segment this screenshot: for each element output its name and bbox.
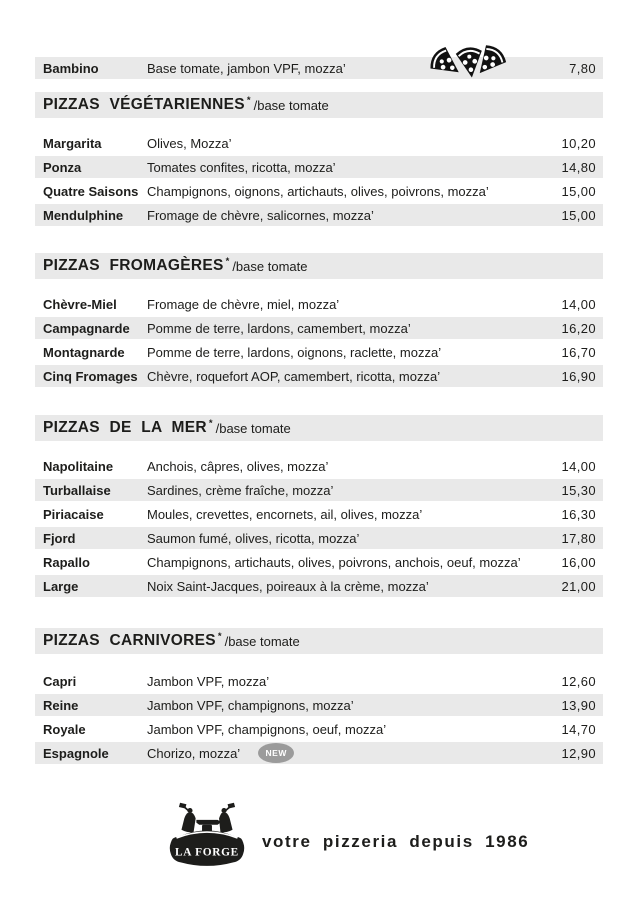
item-description: Jambon VPF, champignons, oeuf, mozza’ bbox=[147, 721, 387, 737]
item-name: Ponza bbox=[43, 159, 82, 175]
menu-item-row bbox=[35, 293, 603, 315]
item-price: 16,70 bbox=[561, 344, 596, 360]
logo-text: LA FORGE bbox=[175, 846, 239, 859]
item-name: Montagnarde bbox=[43, 344, 125, 360]
item-price: 16,00 bbox=[561, 554, 596, 570]
item-description: Fromage de chèvre, miel, mozza’ bbox=[147, 296, 340, 312]
item-description: Pomme de terre, lardons, camembert, mozza’ bbox=[147, 320, 411, 336]
item-price: 21,00 bbox=[561, 578, 596, 594]
item-description: Pomme de terre, lardons, oignons, raclette, mozza’ bbox=[147, 344, 442, 360]
menu-item-row bbox=[35, 575, 603, 597]
section-base-note: /base tomate bbox=[215, 420, 291, 436]
item-description: Jambon VPF, mozza’ bbox=[147, 673, 270, 689]
section-title: PIZZAS DE LA MER bbox=[43, 419, 207, 436]
item-price: 15,00 bbox=[561, 207, 596, 223]
menu-item-row bbox=[35, 156, 603, 178]
item-description-text: Chorizo, mozza’ bbox=[147, 745, 241, 761]
la-forge-logo bbox=[168, 800, 246, 868]
menu-item-row bbox=[35, 670, 603, 692]
item-price: 15,30 bbox=[561, 482, 596, 498]
item-price: 16,90 bbox=[561, 368, 596, 384]
section-header-vegetariennes bbox=[35, 92, 603, 118]
menu-item-row bbox=[35, 479, 603, 501]
footer bbox=[168, 800, 529, 868]
item-name: Piriacaise bbox=[43, 506, 104, 522]
menu-item-row bbox=[35, 57, 603, 79]
item-name: Fjord bbox=[43, 530, 76, 546]
item-name: Mendulphine bbox=[43, 207, 124, 223]
item-name: Reine bbox=[43, 697, 79, 713]
item-price: 14,70 bbox=[561, 721, 596, 737]
menu-item-row bbox=[35, 341, 603, 363]
menu-item-row bbox=[35, 551, 603, 573]
item-description bbox=[147, 743, 561, 763]
item-description: Chèvre, roquefort AOP, camembert, ricotta, mozza’ bbox=[147, 368, 441, 384]
item-name: Napolitaine bbox=[43, 458, 114, 474]
section-title: PIZZAS VÉGÉTARIENNES bbox=[43, 96, 245, 113]
menu-item-row bbox=[35, 455, 603, 477]
item-description: Olives, Mozza’ bbox=[147, 135, 232, 151]
item-description: Moules, crevettes, encornets, ail, olives, mozza’ bbox=[147, 506, 423, 522]
menu-item-row bbox=[35, 527, 603, 549]
item-name: Large bbox=[43, 578, 79, 594]
item-name: Cinq Fromages bbox=[43, 368, 138, 384]
section-base-note: /base tomate bbox=[232, 258, 308, 274]
section-title: PIZZAS CARNIVORES bbox=[43, 632, 216, 649]
menu-item-row bbox=[35, 694, 603, 716]
item-name: Margarita bbox=[43, 135, 102, 151]
item-description: Champignons, artichauts, olives, poivrons, anchois, oeuf, mozza’ bbox=[147, 554, 521, 570]
item-description: Saumon fumé, olives, ricotta, mozza’ bbox=[147, 530, 360, 546]
item-price: 14,80 bbox=[561, 159, 596, 175]
item-description: Tomates confites, ricotta, mozza’ bbox=[147, 159, 336, 175]
item-price: 14,00 bbox=[561, 458, 596, 474]
item-price: 7,80 bbox=[569, 60, 596, 76]
section-base-note: /base tomate bbox=[224, 633, 300, 649]
item-price: 15,00 bbox=[561, 183, 596, 199]
item-name: Espagnole bbox=[43, 745, 109, 761]
section-base-note: /base tomate bbox=[253, 97, 329, 113]
item-name: Campagnarde bbox=[43, 320, 130, 336]
menu-item-row bbox=[35, 132, 603, 154]
menu-item-row bbox=[35, 503, 603, 525]
menu-item-row bbox=[35, 365, 603, 387]
item-price: 12,90 bbox=[561, 745, 596, 761]
item-name: Turballaise bbox=[43, 482, 111, 498]
new-badge: NEW bbox=[258, 743, 294, 763]
section-title: PIZZAS FROMAGÈRES bbox=[43, 257, 224, 274]
menu-item-row bbox=[35, 742, 603, 764]
section-header-de-la-mer bbox=[35, 415, 603, 441]
footnote-marker: * bbox=[217, 630, 222, 642]
section-header-fromageres bbox=[35, 253, 603, 279]
item-name: Capri bbox=[43, 673, 77, 689]
footnote-marker: * bbox=[246, 94, 251, 106]
item-price: 12,60 bbox=[561, 673, 596, 689]
item-price: 14,00 bbox=[561, 296, 596, 312]
item-name: Quatre Saisons bbox=[43, 183, 139, 199]
item-description: Noix Saint-Jacques, poireaux à la crème, mozza’ bbox=[147, 578, 429, 594]
menu-content bbox=[35, 57, 603, 766]
item-price: 10,20 bbox=[561, 135, 596, 151]
item-description: Sardines, crème fraîche, mozza’ bbox=[147, 482, 334, 498]
item-name: Rapallo bbox=[43, 554, 90, 570]
footnote-marker: * bbox=[225, 255, 230, 267]
item-price: 13,90 bbox=[561, 697, 596, 713]
item-name: Chèvre-Miel bbox=[43, 296, 117, 312]
menu-item-row bbox=[35, 180, 603, 202]
section-header-carnivores bbox=[35, 628, 603, 654]
item-description: Champignons, oignons, artichauts, olives, poivrons, mozza’ bbox=[147, 183, 489, 199]
menu-item-row bbox=[35, 204, 603, 226]
menu-item-row bbox=[35, 317, 603, 339]
item-price: 17,80 bbox=[561, 530, 596, 546]
item-name: Royale bbox=[43, 721, 86, 737]
item-description: Base tomate, jambon VPF, mozza’ bbox=[147, 60, 346, 76]
footer-tagline: votre pizzeria depuis 1986 bbox=[262, 832, 530, 851]
pizza-slices-icon bbox=[427, 25, 515, 81]
menu-item-row bbox=[35, 718, 603, 740]
item-name: Bambino bbox=[43, 60, 99, 76]
footnote-marker: * bbox=[208, 417, 213, 429]
item-price: 16,30 bbox=[561, 506, 596, 522]
item-description: Fromage de chèvre, salicornes, mozza’ bbox=[147, 207, 374, 223]
item-description: Anchois, câpres, olives, mozza’ bbox=[147, 458, 329, 474]
item-description: Jambon VPF, champignons, mozza’ bbox=[147, 697, 354, 713]
item-price: 16,20 bbox=[561, 320, 596, 336]
